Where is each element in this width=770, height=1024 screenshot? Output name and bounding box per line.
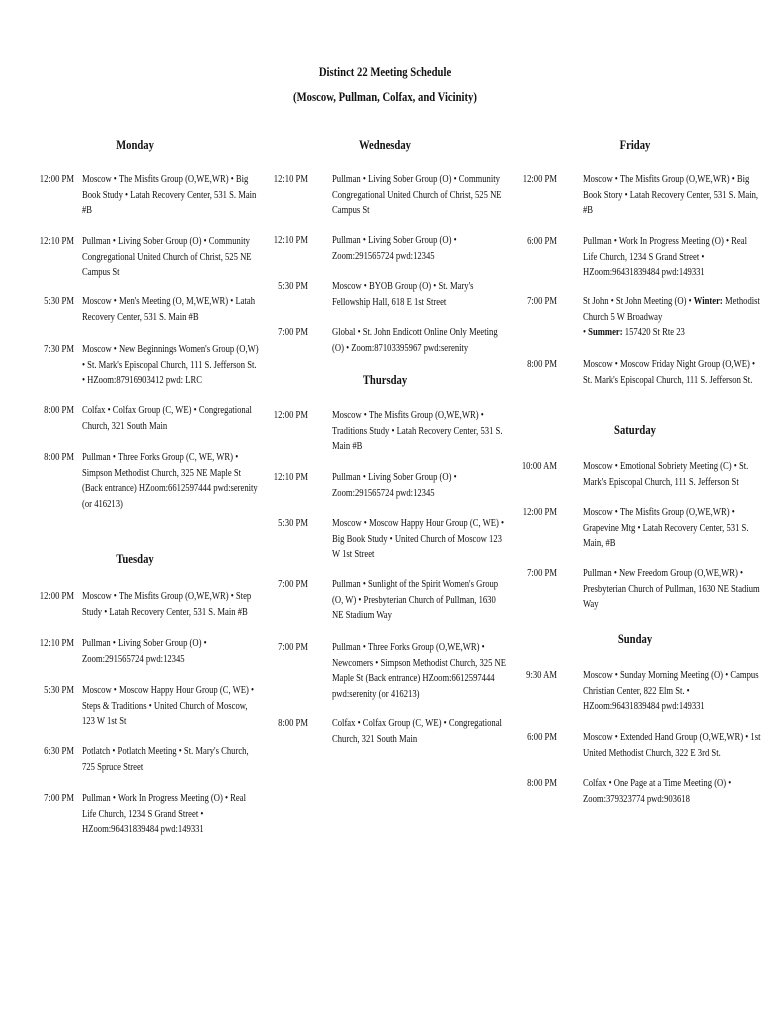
meeting-time: 12:00 PM [273, 410, 308, 421]
meeting-time: 5:30 PM [278, 281, 308, 292]
meeting-time: 8:00 PM [278, 718, 308, 729]
meeting-time: 12:00 PM [39, 591, 74, 602]
meeting-details: Pullman • Sunlight of the Spirit Women's Group (O, W) • Presbyterian Church of Pullman, 1630 NE Stadium Way [332, 579, 499, 621]
meeting-details: Colfax • Colfax Group (C, WE) • Congregational Church, 321 South Main [332, 718, 502, 745]
day-heading-sunday: Sunday [617, 632, 653, 646]
meeting-time: 8:00 PM [527, 359, 557, 370]
meeting-time: 12:00 PM [522, 507, 557, 518]
meeting-details: Moscow • The Misfits Group (O,WE,WR) • Traditions Study • Latah Recovery Center, 531 S. Main #B [332, 410, 503, 452]
meeting-time: 6:30 PM [44, 746, 74, 757]
meeting-time: 7:00 PM [527, 568, 557, 579]
meeting-details: Colfax • One Page at a Time Meeting (O) • Zoom:379323774 pwd:903618 [583, 778, 732, 805]
meeting-details: Pullman • Three Forks Group (O,WE,WR) • Newcomers • Simpson Methodist Church, 325 NE Maple St (Back entrance) HZoom:6612597444 pwd:serenity (or 416213) [332, 642, 507, 700]
meeting-time: 10:00 AM [521, 461, 557, 472]
meeting-time: 7:00 PM [278, 327, 308, 338]
day-heading-saturday: Saturday [614, 423, 656, 437]
meeting-time: 6:00 PM [527, 732, 557, 743]
meeting-time: 12:00 PM [39, 174, 74, 185]
meeting-details: Pullman • New Freedom Group (O,WE,WR) • Presbyterian Church of Pullman, 1630 NE Stadium Way [583, 568, 760, 610]
meeting-time: 7:00 PM [527, 296, 557, 307]
meeting-time: 12:00 PM [522, 174, 557, 185]
meeting-details: Moscow • Emotional Sobriety Meeting (C) • St. Mark's Episcopal Church, 111 S. Jefferson St [583, 461, 749, 488]
meeting-time: 12:10 PM [39, 638, 74, 649]
meeting-details: Moscow • BYOB Group (O) • St. Mary's Fellowship Hall, 618 E 1st Street [332, 281, 474, 308]
meeting-details: Pullman • Living Sober Group (O) • Zoom:291565724 pwd:12345 [82, 638, 207, 665]
meeting-time: 12:10 PM [273, 174, 308, 185]
meeting-time: 5:30 PM [278, 518, 308, 529]
meeting-details: Moscow • Extended Hand Group (O,WE,WR) • 1st United Methodist Church, 322 E 3rd St. [583, 732, 761, 759]
day-heading-monday: Monday [116, 138, 154, 152]
meeting-details: Moscow • The Misfits Group (O,WE,WR) • Big Book Story • Latah Recovery Center, 531 S. Main, #B [583, 174, 759, 216]
meeting-details: Colfax • Colfax Group (C, WE) • Congregational Church, 321 South Main [82, 405, 252, 432]
meeting-details: Moscow • Moscow Happy Hour Group (C, WE) • Steps & Traditions • United Church of Moscow, 123 W 1st St [82, 685, 255, 727]
meeting-time: 7:30 PM [44, 344, 74, 355]
meeting-time: 9:30 AM [526, 670, 557, 681]
document-subtitle: (Moscow, Pullman, Colfax, and Vicinity) [293, 89, 477, 104]
meeting-details: Pullman • Living Sober Group (O) • Zoom:291565724 pwd:12345 [332, 472, 457, 499]
meeting-time: 7:00 PM [278, 579, 308, 590]
meeting-details: Pullman • Living Sober Group (O) • Zoom:291565724 pwd:12345 [332, 235, 457, 262]
meeting-details: Pullman • Work In Progress Meeting (O) • Real Life Church, 1234 S Grand Street • HZoom:96431839484 pwd:149331 [583, 236, 747, 278]
meeting-time: 8:00 PM [44, 405, 74, 416]
day-heading-friday: Friday [619, 138, 651, 152]
meeting-details: St John • St John Meeting (O) • Winter: Methodist Church 5 W Broadway • Summer: 157420 St Rte 23 [583, 296, 760, 338]
meeting-details: Potlatch • Potlatch Meeting • St. Mary's Church, 725 Spruce Street [82, 746, 249, 773]
meeting-details: Pullman • Three Forks Group (C, WE, WR) • Simpson Methodist Church, 325 NE Maple St (Back entrance) HZoom:6612597444 pwd:serenity (or 416213) [82, 452, 258, 510]
meeting-time: 8:00 PM [527, 778, 557, 789]
meeting-details: Moscow • New Beginnings Women's Group (O,W) • St. Mark's Episcopal Church, 111 S. Jefferson St. • HZoom:87916903412 pwd: LRC [82, 344, 259, 386]
meeting-time: 7:00 PM [44, 793, 74, 804]
meeting-details: Moscow • Moscow Friday Night Group (O,WE) • St. Mark's Episcopal Church, 111 S. Jefferson St. [583, 359, 755, 386]
meeting-time: 5:30 PM [44, 685, 74, 696]
meeting-time: 8:00 PM [44, 452, 74, 463]
day-heading-wednesday: Wednesday [359, 138, 411, 152]
meeting-details: Moscow • The Misfits Group (O,WE,WR) • Grapevine Mtg • Latah Recovery Center, 531 S. Main, #B [583, 507, 749, 549]
meeting-details: Pullman • Living Sober Group (O) • Community Congregational United Church of Christ, 525 NE Campus St [82, 236, 252, 278]
meeting-time: 5:30 PM [44, 296, 74, 307]
meeting-details: Moscow • The Misfits Group (O,WE,WR) • Step Study • Latah Recovery Center, 531 S. Main #B [82, 591, 252, 618]
meeting-details: Pullman • Work In Progress Meeting (O) • Real Life Church, 1234 S Grand Street • HZoom:96431839484 pwd:149331 [82, 793, 246, 835]
meeting-time: 12:10 PM [273, 235, 308, 246]
day-heading-thursday: Thursday [362, 373, 408, 387]
meeting-time: 12:10 PM [39, 236, 74, 247]
meeting-details: Moscow • The Misfits Group (O,WE,WR) • Big Book Study • Latah Recovery Center, 531 S. Main #B [82, 174, 257, 216]
meeting-details: Global • St. John Endicott Online Only Meeting (O) • Zoom:87103395967 pwd:serenity [332, 327, 498, 354]
document-title: Distinct 22 Meeting Schedule [318, 64, 452, 79]
meeting-details: Moscow • Sunday Morning Meeting (O) • Campus Christian Center, 822 Elm St. • HZoom:96431839484 pwd:149331 [583, 670, 759, 712]
meeting-details: Pullman • Living Sober Group (O) • Community Congregational United Church of Christ, 525 NE Campus St [332, 174, 502, 216]
meeting-time: 7:00 PM [278, 642, 308, 653]
meeting-time: 6:00 PM [527, 236, 557, 247]
day-heading-tuesday: Tuesday [116, 552, 154, 566]
meeting-details: Moscow • Moscow Happy Hour Group (C, WE) • Big Book Study • United Church of Moscow 123 W 1st Street [332, 518, 505, 560]
meeting-time: 12:10 PM [273, 472, 308, 483]
meeting-details: Moscow • Men's Meeting (O, M,WE,WR) • Latah Recovery Center, 531 S. Main #B [82, 296, 256, 323]
